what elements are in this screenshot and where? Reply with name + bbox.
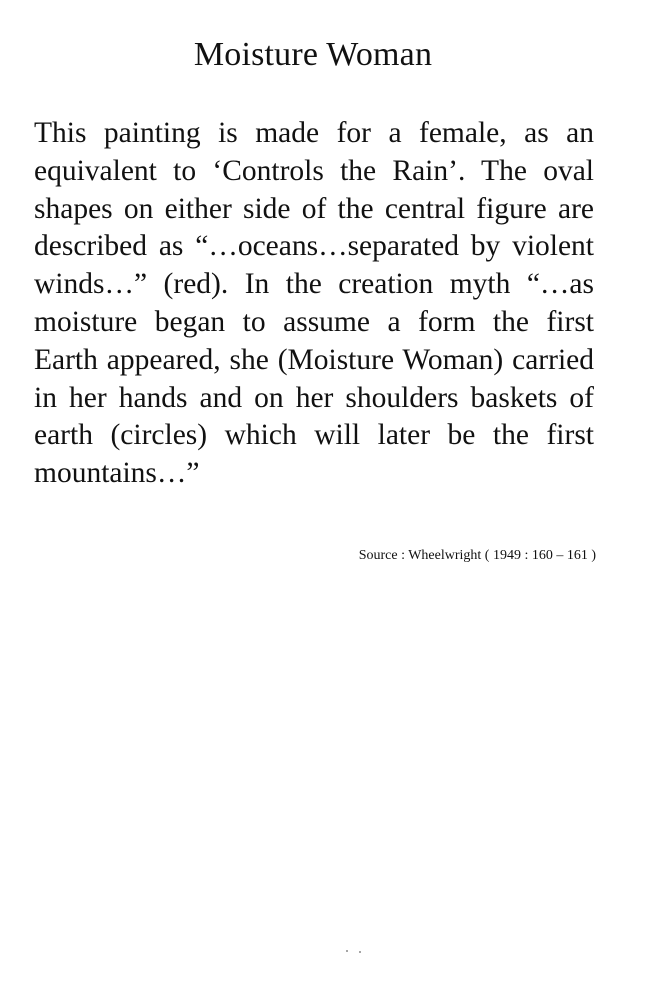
page-title: Moisture Woman <box>193 36 433 73</box>
scan-speck <box>344 946 364 954</box>
source-citation: Source : Wheelwright ( 1949 : 160 – 161 ) <box>358 548 596 563</box>
body-paragraph: This painting is made for a female, as an equivalent to ‘Controls the Rain’. The oval shapes on either side of the central figure are described as “…oceans…separated by violent winds…” (red). In the creation myth “…as moisture began to assume a form the first Earth appeared, she (Moisture Woman) carried in her hands and on her shoulders baskets of earth (circles) which will later be the first mountains…” <box>34 117 594 490</box>
